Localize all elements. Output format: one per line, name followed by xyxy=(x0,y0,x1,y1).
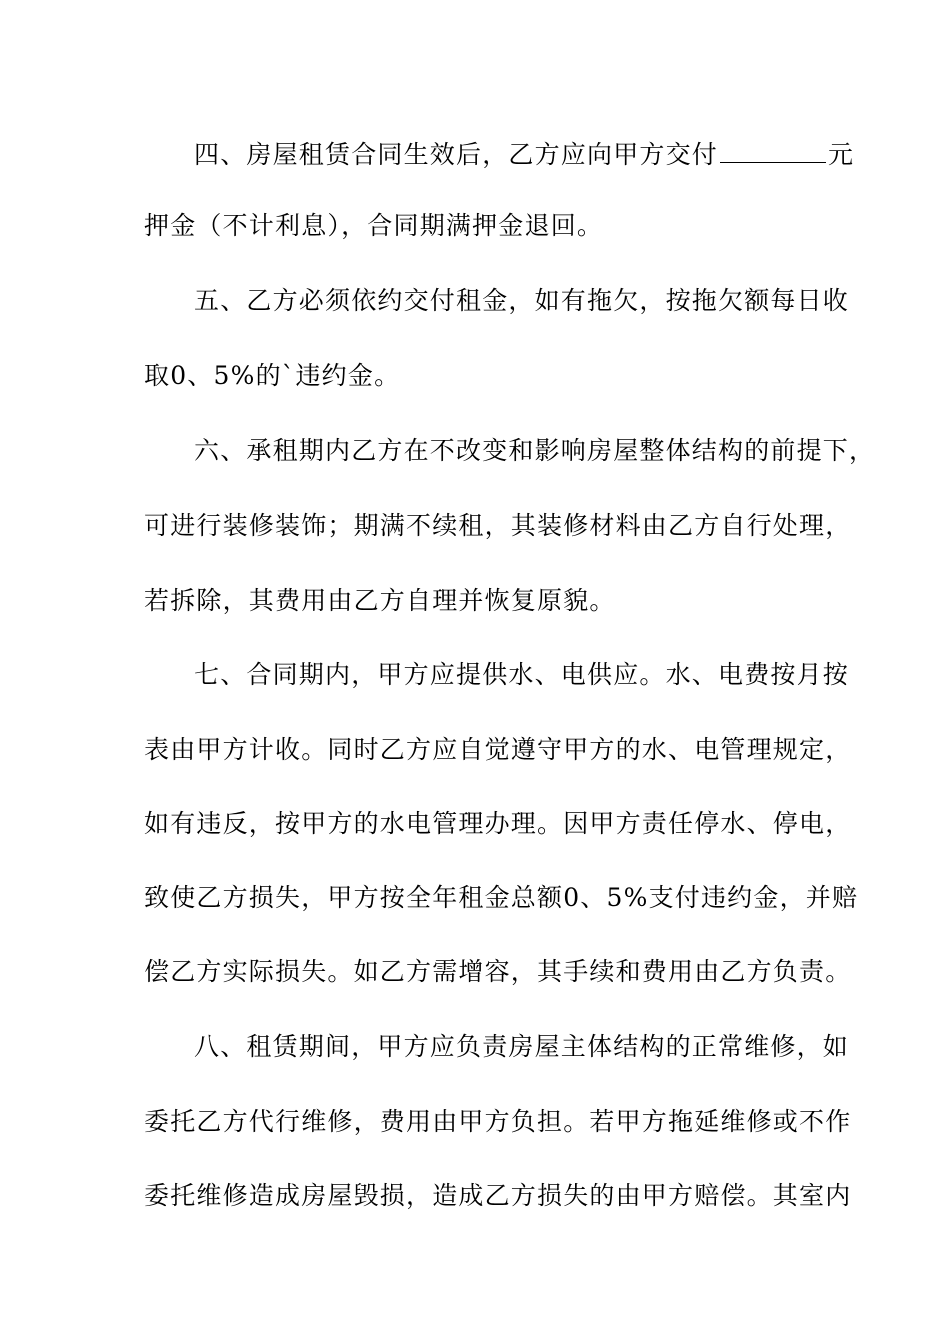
clause-7-line-2: 表由甲方计收。同时乙方应自觉遵守甲方的水、电管理规定， xyxy=(144,735,852,764)
clause-6-line-2: 可进行装修装饰；期满不续租，其装修材料由乙方自行处理， xyxy=(144,511,852,540)
clause-6-line-3: 若拆除，其费用由乙方自理并恢复原貌。 xyxy=(144,586,616,615)
clause-7-line-3: 如有违反，按甲方的水电管理办理。因甲方责任停水、停电， xyxy=(144,809,852,838)
clause-7-line-5: 偿乙方实际损失。如乙方需增容，其手续和费用由乙方负责。 xyxy=(144,957,852,986)
deposit-amount-blank xyxy=(720,138,826,163)
clause-4-unit: 元 xyxy=(828,140,855,169)
clause-7-line-4: 致使乙方损失，甲方按全年租金总额0、5%支付违约金，并赔 xyxy=(144,883,859,912)
clause-4-line-2: 押金（不计利息），合同期满押金退回。 xyxy=(144,211,604,240)
clause-5-line-2: 取0、5%的`违约金。 xyxy=(144,361,401,390)
clause-5-line-1: 五、乙方必须依约交付租金，如有拖欠，按拖欠额每日收 xyxy=(194,286,850,315)
clause-8-line-2: 委托乙方代行维修，费用由甲方负担。若甲方拖延维修或不作 xyxy=(144,1107,852,1136)
clause-8-line-3: 委托维修造成房屋毁损，造成乙方损失的由甲方赔偿。其室内 xyxy=(144,1181,852,1210)
clause-7-line-1: 七、合同期内，甲方应提供水、电供应。水、电费按月按 xyxy=(194,660,850,689)
clause-4-text-before-blank: 四、房屋租赁合同生效后，乙方应向甲方交付 xyxy=(194,140,719,169)
clause-8-line-1: 八、租赁期间，甲方应负责房屋主体结构的正常维修，如 xyxy=(194,1032,850,1061)
clause-6-line-1: 六、承租期内乙方在不改变和影响房屋整体结构的前提下， xyxy=(194,436,876,465)
clause-4-line-1 xyxy=(194,138,874,170)
